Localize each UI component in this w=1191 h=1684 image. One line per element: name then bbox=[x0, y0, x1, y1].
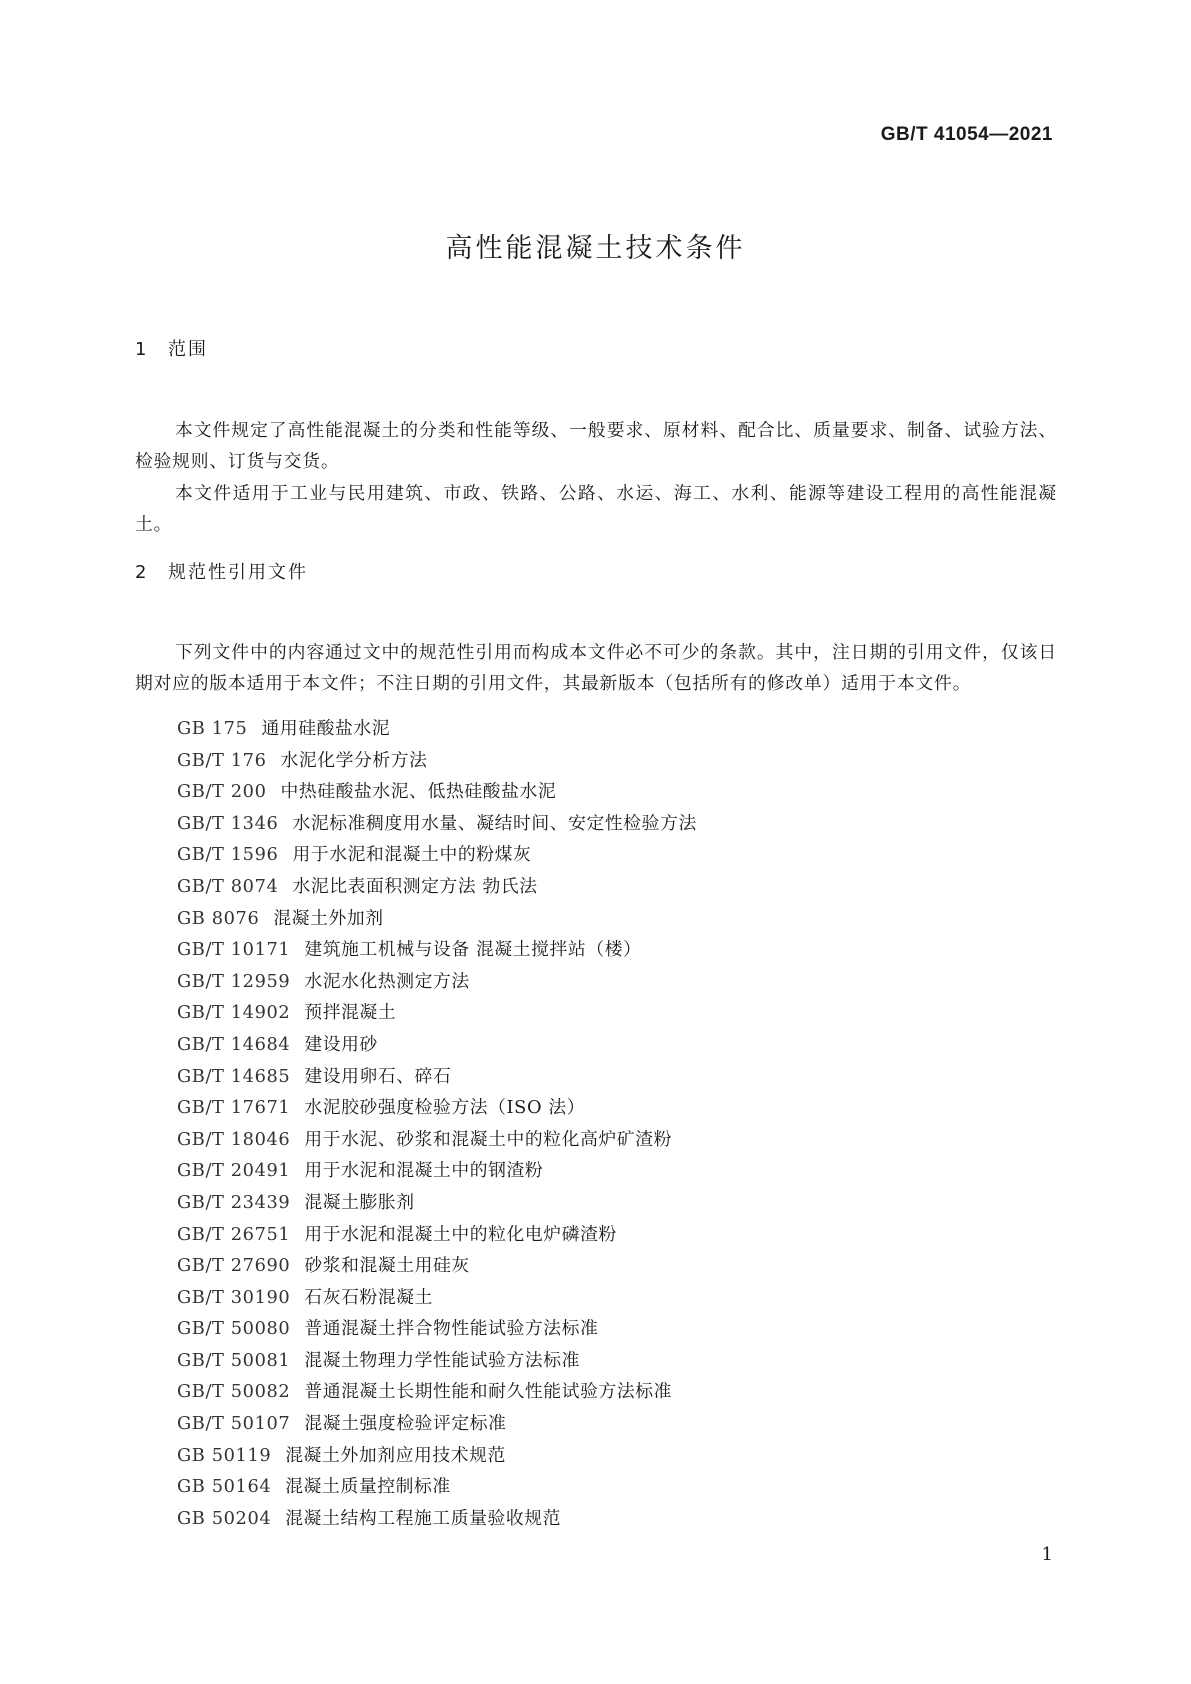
reference-item bbox=[177, 1345, 697, 1377]
reference-code: GB/T 20491 bbox=[177, 1160, 291, 1182]
reference-title: 通用硅酸盐水泥 bbox=[261, 718, 391, 739]
reference-item bbox=[177, 1250, 697, 1282]
reference-title: 混凝土外加剂 bbox=[273, 907, 384, 929]
reference-item bbox=[177, 1376, 697, 1408]
document-title: 高性能混凝土技术条件 bbox=[445, 233, 746, 264]
reference-code: GB 50164 bbox=[177, 1476, 272, 1498]
reference-title: 混凝土物理力学性能试验方法标准 bbox=[304, 1349, 581, 1371]
reference-title: 混凝土膨胀剂 bbox=[304, 1191, 415, 1213]
reference-code: GB 50119 bbox=[177, 1444, 272, 1466]
reference-item bbox=[177, 745, 697, 777]
reference-title: 用于水泥和混凝土中的粒化电炉磷渣粉 bbox=[304, 1223, 617, 1245]
reference-title: 水泥水化热测定方法 bbox=[304, 970, 470, 992]
reference-title: 用于水泥和混凝土中的钢渣粉 bbox=[304, 1160, 544, 1182]
reference-title: 水泥标准稠度用水量、凝结时间、安定性检验方法 bbox=[292, 812, 697, 834]
references-intro-paragraph: 下列文件中的内容通过文中的规范性引用而构成本文件必不可少的条款。其中，注日期的引用文件，仅该日期对应的版本适用于本文件；不注日期的引用文件，其最新版本（包括所有的修改单）适用于本文件。 bbox=[135, 641, 1057, 695]
reference-code: GB/T 26751 bbox=[177, 1223, 291, 1245]
reference-code: GB 50204 bbox=[177, 1507, 272, 1529]
reference-title: 混凝土结构工程施工质量验收规范 bbox=[285, 1507, 562, 1529]
reference-code: GB/T 50081 bbox=[177, 1349, 291, 1371]
reference-code: GB/T 23439 bbox=[177, 1191, 291, 1213]
reference-title: 用于水泥、砂浆和混凝土中的粒化高炉矿渣粉 bbox=[304, 1128, 672, 1150]
reference-code: GB/T 27690 bbox=[177, 1255, 291, 1277]
reference-item bbox=[177, 966, 697, 998]
section-heading-scope bbox=[135, 335, 208, 361]
reference-item bbox=[177, 1155, 697, 1187]
reference-title: 水泥比表面积测定方法 勃氏法 bbox=[292, 875, 538, 897]
section-number: 2 bbox=[135, 562, 147, 583]
reference-item bbox=[177, 871, 697, 903]
reference-title: 混凝土外加剂应用技术规范 bbox=[285, 1444, 506, 1466]
section-heading-normative-references bbox=[135, 558, 308, 584]
reference-code: GB/T 8074 bbox=[177, 875, 279, 897]
reference-title: 预拌混凝土 bbox=[304, 1002, 397, 1024]
reference-title: 建设用砂 bbox=[304, 1033, 378, 1055]
reference-code: GB/T 50080 bbox=[177, 1318, 291, 1340]
page-number: 1 bbox=[1041, 1544, 1053, 1565]
reference-code: GB/T 30190 bbox=[177, 1286, 291, 1308]
reference-title: 混凝土强度检验评定标准 bbox=[304, 1413, 507, 1435]
reference-code: GB/T 200 bbox=[177, 781, 267, 803]
reference-item bbox=[177, 1092, 697, 1124]
reference-item bbox=[177, 1187, 697, 1219]
reference-code: GB/T 14684 bbox=[177, 1033, 291, 1055]
reference-code: GB 175 bbox=[177, 718, 248, 739]
standard-code: GB/T 41054—2021 bbox=[880, 124, 1053, 145]
reference-item bbox=[177, 1282, 697, 1314]
reference-item bbox=[177, 997, 697, 1029]
reference-item bbox=[177, 839, 697, 871]
reference-code: GB/T 50107 bbox=[177, 1413, 291, 1435]
reference-title: 砂浆和混凝土用硅灰 bbox=[304, 1255, 470, 1277]
section-title: 规范性引用文件 bbox=[168, 562, 308, 583]
reference-code: GB/T 176 bbox=[177, 749, 267, 771]
reference-title: 中热硅酸盐水泥、低热硅酸盐水泥 bbox=[280, 781, 557, 803]
reference-item bbox=[177, 1061, 697, 1093]
scope-paragraph: 本文件适用于工业与民用建筑、市政、铁路、公路、水运、海工、水利、能源等建设工程用的高性能混凝土。 bbox=[135, 482, 1057, 536]
reference-item bbox=[177, 1440, 697, 1472]
reference-list bbox=[177, 713, 697, 1534]
scope-paragraph: 本文件规定了高性能混凝土的分类和性能等级、一般要求、原材料、配合比、质量要求、制备、试验方法、检验规则、订货与交货。 bbox=[135, 419, 1057, 473]
reference-code: GB/T 17671 bbox=[177, 1097, 291, 1119]
reference-item bbox=[177, 713, 697, 745]
reference-code: GB/T 14685 bbox=[177, 1065, 291, 1087]
reference-code: GB/T 10171 bbox=[177, 939, 291, 961]
section-number: 1 bbox=[135, 339, 147, 360]
reference-item bbox=[177, 1219, 697, 1251]
reference-item bbox=[177, 1124, 697, 1156]
reference-title: 普通混凝土拌合物性能试验方法标准 bbox=[304, 1318, 599, 1340]
reference-code: GB/T 12959 bbox=[177, 970, 291, 992]
reference-item bbox=[177, 1408, 697, 1440]
section-title: 范围 bbox=[168, 339, 208, 360]
reference-item bbox=[177, 903, 697, 935]
reference-item bbox=[177, 934, 697, 966]
reference-title: 建设用卵石、碎石 bbox=[304, 1065, 452, 1087]
reference-code: GB/T 1596 bbox=[177, 844, 279, 866]
reference-item bbox=[177, 808, 697, 840]
reference-code: GB/T 18046 bbox=[177, 1128, 291, 1150]
reference-code: GB/T 50082 bbox=[177, 1381, 291, 1403]
reference-title: 混凝土质量控制标准 bbox=[285, 1476, 451, 1498]
reference-title: 普通混凝土长期性能和耐久性能试验方法标准 bbox=[304, 1381, 672, 1403]
reference-title: 水泥化学分析方法 bbox=[280, 749, 428, 771]
reference-code: GB 8076 bbox=[177, 907, 260, 929]
reference-title: 建筑施工机械与设备 混凝土搅拌站（楼） bbox=[304, 939, 642, 961]
reference-item bbox=[177, 1029, 697, 1061]
reference-title: 水泥胶砂强度检验方法（ISO 法） bbox=[304, 1097, 586, 1119]
reference-code: GB/T 14902 bbox=[177, 1002, 291, 1024]
reference-item bbox=[177, 1503, 697, 1535]
reference-item bbox=[177, 1313, 697, 1345]
reference-title: 石灰石粉混凝土 bbox=[304, 1286, 434, 1308]
reference-item bbox=[177, 776, 697, 808]
reference-title: 用于水泥和混凝土中的粉煤灰 bbox=[292, 844, 532, 866]
reference-code: GB/T 1346 bbox=[177, 812, 279, 834]
reference-item bbox=[177, 1471, 697, 1503]
